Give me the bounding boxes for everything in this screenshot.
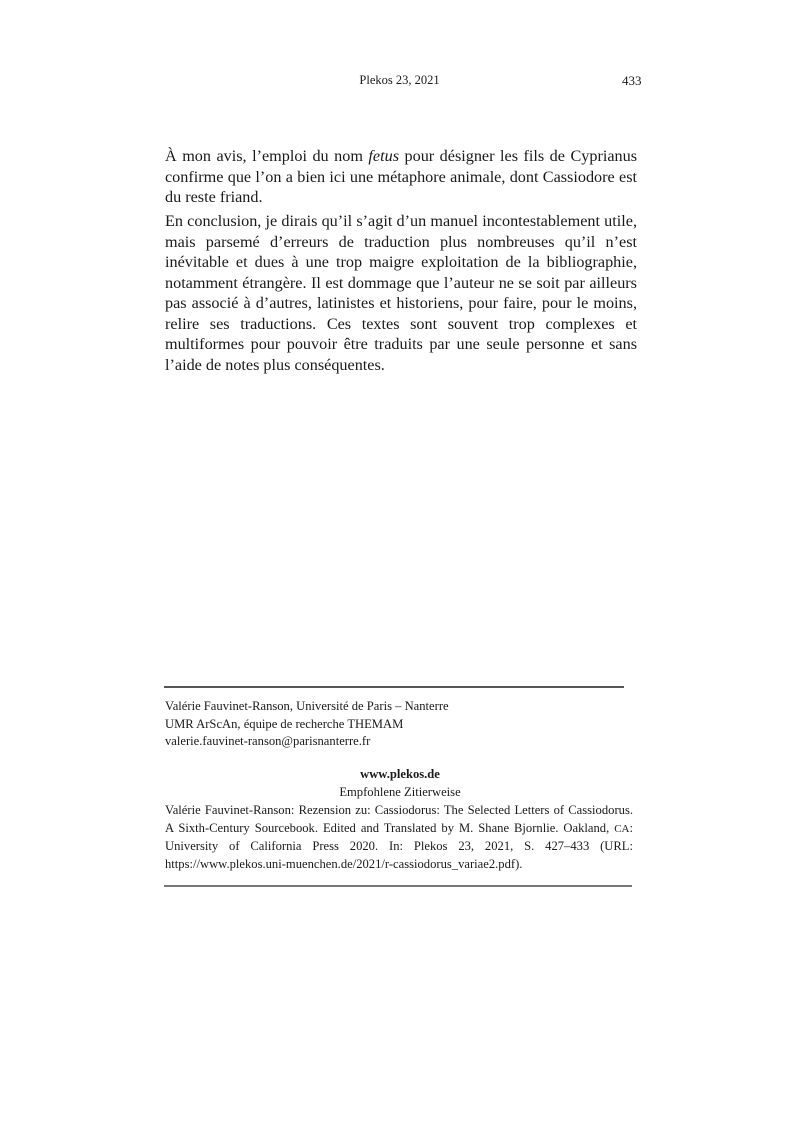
italic-term: fetus — [368, 147, 399, 165]
research-team-line: UMR ArScAn, équipe de recherche THEMAM — [165, 716, 404, 731]
page-number: 433 — [622, 73, 642, 88]
citation-heading: Empfohlene Zitierweise — [339, 785, 461, 799]
author-affiliation — [165, 698, 449, 751]
site-link[interactable]: www.plekos.de — [360, 767, 440, 781]
body-paragraph-2 — [165, 211, 637, 375]
body-paragraph-1 — [165, 146, 637, 208]
citation-state-abbrev: CA — [614, 822, 630, 835]
citation-text — [165, 802, 633, 873]
author-email[interactable]: valerie.fauvinet-ranson@parisnanterre.fr — [165, 734, 371, 748]
author-name-line: Valérie Fauvinet-Ranson, Université de Paris – Nanterre — [165, 699, 449, 713]
citation-part: : University of California Press 2020. In: Plekos 23, 2021, S. 427–433 (URL: https://www.plekos.uni-muenchen.de/2021/r-cassiodorus_variae2.pdf). — [165, 820, 633, 871]
citation-part: Valérie Fauvinet-Ranson: Rezension zu: Cassiodorus: The Selected Letters of Cassiodorus. A Sixth-Century Sourcebook. Edited and Translated by M. Shane Bjornlie. Oakland, — [165, 803, 633, 835]
paragraph-text: pour désigner les fils de Cyprianus confirme que l’on a bien ici une métaphore animale, dont Cassiodore est du reste friand. — [165, 147, 638, 206]
running-head: Plekos 23, 2021 — [359, 73, 440, 87]
paragraph-text: En conclusion, je dirais qu’il s’agit d’un manuel incontestablement utile, mais parsemé d’erreurs de traduction plus nombreuses qu’il n’est inévitable et dues à une trop maigre exploitation de la bibliographie, notamment étrangère. Il est dommage que l’auteur ne se soit par ailleurs pas associé à d’autres, latinistes et historiens, pour faire, pour le moins, relire ses traductions. Ces textes sont souvent trop complexes et multiformes pour pouvoir être traduits par une seule personne et sans l’aide de notes plus conséquentes. — [165, 212, 637, 374]
paragraph-text: À mon avis, l’emploi du nom — [165, 147, 369, 165]
footer-rule-top — [164, 686, 624, 688]
footer-rule-bottom — [164, 885, 632, 887]
